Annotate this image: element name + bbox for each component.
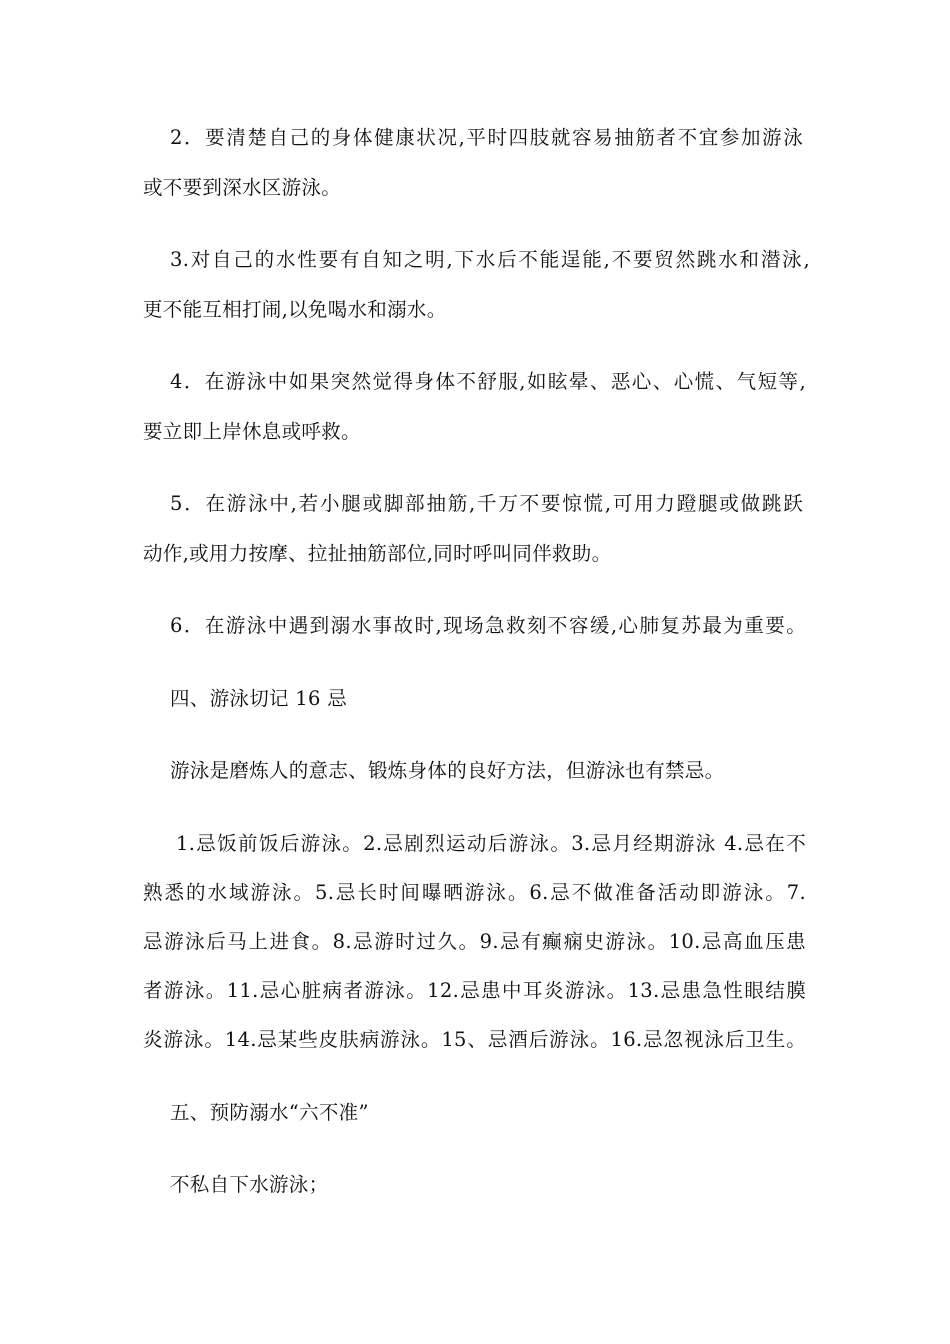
- rule-3-line-2: 更不能互相打闹,以免喝水和溺水。: [143, 298, 447, 321]
- rule-4-line-2: 要立即上岸休息或呼救。: [143, 420, 361, 443]
- section-heading-16-taboos: 四、游泳切记 16 忌: [170, 687, 348, 710]
- taboos-line-2: 熟悉的水域游泳。5.忌长时间曝晒游泳。6.忌不做准备活动即游泳。7.: [143, 881, 806, 904]
- taboos-line-5: 炎游泳。14.忌某些皮肤病游泳。15、忌酒后游泳。16.忌忽视泳后卫生。: [143, 1028, 806, 1051]
- section-heading-six-prohibitions: 五、预防溺水“六不准”: [170, 1101, 369, 1124]
- rule-6-line: 6．在游泳中遇到溺水事故时,现场急救刻不容缓,心肺复苏最为重要。: [170, 614, 806, 637]
- rule-3-line-1: 3.对自己的水性要有自知之明,下水后不能逞能,不要贸然跳水和潜泳,: [170, 248, 810, 271]
- rule-4-line-1: 4．在游泳中如果突然觉得身体不舒服,如眩晕、恶心、心慌、气短等,: [170, 370, 806, 393]
- prohibition-item-1: 不私自下水游泳；: [170, 1173, 329, 1196]
- rule-5-line-1: 5．在游泳中,若小腿或脚部抽筋,千万不要惊慌,可用力蹬腿或做跳跃: [170, 492, 803, 515]
- taboos-line-3: 忌游泳后马上进食。8.忌游时过久。9.忌有癫痫史游泳。10.忌高血压患: [143, 930, 806, 953]
- intro-paragraph: 游泳是磨炼人的意志、锻炼身体的良好方法，但游泳也有禁忌。: [170, 759, 725, 782]
- taboos-line-1: 1.忌饭前饭后游泳。2.忌剧烈运动后游泳。3.忌月经期游泳 4.忌在不: [176, 832, 806, 855]
- taboos-line-4: 者游泳。11.忌心脏病者游泳。12.忌患中耳炎游泳。13.忌患急性眼结膜: [143, 979, 806, 1002]
- rule-5-line-2: 动作,或用力按摩、拉扯抽筋部位,同时呼叫同伴救助。: [143, 542, 612, 565]
- rule-2-line-2: 或不要到深水区游泳。: [143, 176, 342, 199]
- rule-2-line-1: 2．要清楚自己的身体健康状况,平时四肢就容易抽筋者不宜参加游泳: [170, 126, 803, 149]
